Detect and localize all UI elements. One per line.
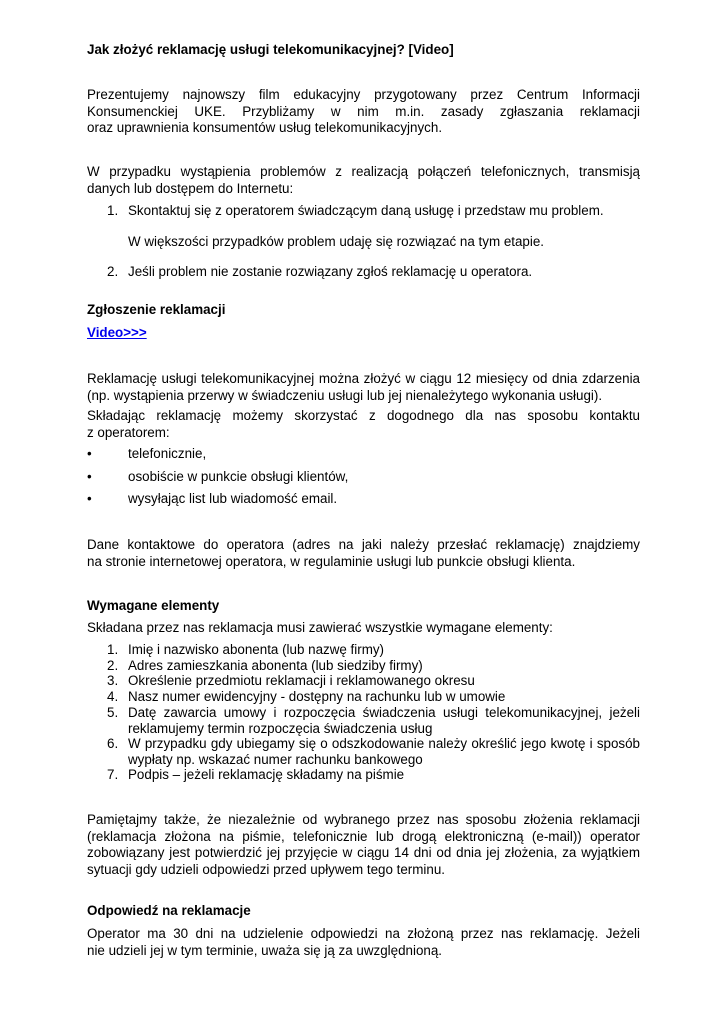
bullet-icon: • bbox=[87, 446, 92, 461]
required-heading: Wymagane elementy bbox=[87, 598, 220, 613]
problems-paragraph: W przypadku wystąpienia problemów z realizacją połączeń telefonicznych, transmisją danych lub dostępem do Internetu: bbox=[87, 164, 640, 196]
intro-paragraph: Prezentujemy najnowszy film edukacyjny przygotowany przez Centrum Informacji Konsumenckiej UKE. Przybliżamy w nim m.in. zasady zgłaszania reklamacji oraz uprawnienia konsumentów usług telekomunikacyjnych. bbox=[87, 87, 640, 136]
contact-data-paragraph: Dane kontaktowe do operatora (adres na jaki należy przesłać reklamację) znajdziemy na stronie internetowej operatora, w regulaminie usługi lub punkcie obsługi klienta. bbox=[87, 537, 640, 569]
bullet-icon: • bbox=[87, 491, 92, 506]
contact-paragraph: Składając reklamację możemy skorzystać z dogodnego dla nas sposobu kontaktu z operatorem: bbox=[87, 408, 640, 440]
response-heading: Odpowiedź na reklamacje bbox=[87, 903, 251, 918]
video-link[interactable]: Video>>> bbox=[87, 325, 147, 340]
video-link-row bbox=[87, 325, 640, 342]
response-paragraph: Operator ma 30 dni na udzielenie odpowiedzi na złożoną przez nas reklamację. Jeżeli nie udzieli jej w tym terminie, uważa się ją za uwzględnioną. bbox=[87, 926, 640, 958]
complaint-deadline-paragraph: Reklamację usługi telekomunikacyjnej można złożyć w ciągu 12 miesięcy od dnia zdarzenia (np. wystąpienia przerwy w świadczeniu usługi lub jej nienależytego wykonania usługi). bbox=[87, 371, 640, 403]
bullet-icon: • bbox=[87, 469, 92, 484]
page-title: Jak złożyć reklamację usługi telekomunikacyjnej? [Video] bbox=[87, 42, 454, 57]
complaint-heading: Zgłoszenie reklamacji bbox=[87, 302, 226, 317]
required-intro: Składana przez nas reklamacja musi zawierać wszystkie wymagane elementy: bbox=[87, 620, 553, 635]
confirmation-note-paragraph: Pamiętajmy także, że niezależnie od wybranego przez nas sposobu złożenia reklamacji (reklamacja złożona na piśmie, telefonicznie lub drogą elektroniczną (e-mail)) operator zobowiązany jest potwierdzić jej przyjęcie w ciągu 14 dni od dnia jej złożenia, za wyjątkiem sytuacji gdy udzieli odpowiedzi przed upływem tego terminu. bbox=[87, 812, 640, 877]
